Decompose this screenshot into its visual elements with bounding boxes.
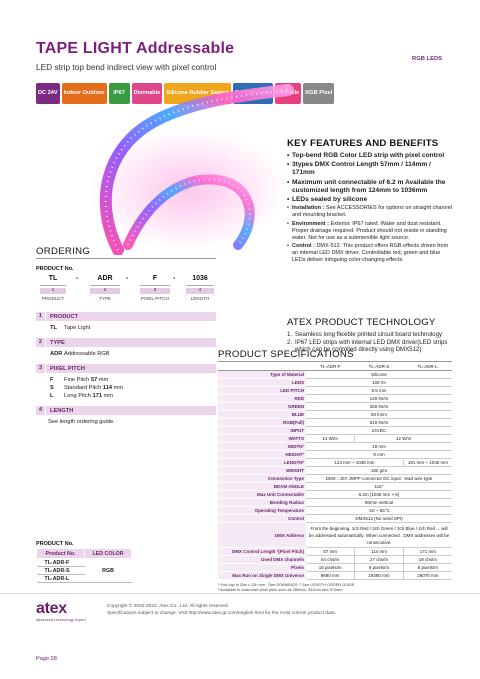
spec-label: WATTS xyxy=(218,435,306,443)
spec-label: LENGTH² xyxy=(218,459,306,467)
spec-label: LEDS xyxy=(218,379,306,387)
spec-value: 124 mm ~ 1036 mm xyxy=(306,459,403,467)
spec-column-header: TL-ADR-S xyxy=(355,363,404,371)
option-unit: mm xyxy=(97,377,109,383)
option-code: L xyxy=(50,393,54,399)
spec-value: 114 mm xyxy=(355,548,404,556)
spec-label: BLUE xyxy=(218,411,306,419)
spec-row xyxy=(218,451,452,459)
spec-value: 108 /m xyxy=(306,379,452,387)
feature-badge: Cuttable xyxy=(275,83,301,104)
table-row xyxy=(37,559,132,567)
section-number: 4 xyxy=(36,406,46,415)
column-header: LED COLOR xyxy=(85,549,132,559)
spec-value: 18 pixels/m xyxy=(306,564,355,572)
copyright-text xyxy=(107,603,336,617)
spec-row xyxy=(218,499,452,507)
product-no-label: PRODUCT No. xyxy=(36,266,74,272)
feature-item xyxy=(287,243,452,264)
feature-item-text: LEDs sealed by silicone xyxy=(292,196,368,204)
code-segment-number: 4 xyxy=(186,288,214,294)
code-segment xyxy=(40,275,66,301)
spec-row xyxy=(218,507,452,515)
spec-value: -10 ~ 55°C xyxy=(306,507,452,515)
ordering-option xyxy=(50,325,90,331)
spec-row xyxy=(218,556,452,564)
spec-row xyxy=(218,467,452,475)
option-value: 57 xyxy=(90,377,98,383)
section-label: TYPE xyxy=(50,339,65,346)
spec-row xyxy=(218,435,452,443)
atex-logo xyxy=(36,601,86,622)
spec-value: 19380 mm xyxy=(355,572,404,580)
spec-value: 27 chs/m xyxy=(355,556,404,564)
spec-row xyxy=(218,483,452,491)
copyright-line: Copyright © 2022-2023. Atex Co., Ltd. All rights reserved. xyxy=(107,604,229,609)
spec-value: 18 mm xyxy=(306,443,452,451)
code-segment-number: 1 xyxy=(40,288,66,294)
code-segment-label: TYPE xyxy=(99,296,111,301)
feature-item-text: Top-bend RGB Color LED strip with pixel control xyxy=(292,152,445,159)
led-strip-image xyxy=(88,80,298,255)
feature-item-text: DMX-512. This product offers RGB effects driven from an internal LED DMX driver. Controllable red, green and blue LEDs deliver intriguing color-changing effects. xyxy=(292,243,449,264)
ordering-section-header xyxy=(36,338,216,347)
spec-value: 29070 mm xyxy=(403,572,452,580)
page-title: TAPE LIGHT Addressable xyxy=(36,40,235,57)
divider xyxy=(218,361,452,362)
code-segment-value: TL xyxy=(40,275,66,286)
category-tag: RGB LEDS xyxy=(412,56,442,62)
feature-item xyxy=(287,152,452,160)
product-no-table xyxy=(36,548,132,583)
spec-label: WIDTH¹ xyxy=(218,443,306,451)
spec-row xyxy=(218,419,452,427)
option-description xyxy=(64,377,108,383)
spec-row xyxy=(218,387,452,395)
feature-item xyxy=(287,161,452,177)
logo-tagline: advanced technology expert xyxy=(36,618,87,622)
technology-item-number: 2. xyxy=(287,338,293,346)
spec-value: DMX : JST JWPF connector DC input : lead wire type xyxy=(306,475,452,483)
section-label: PRODUCT xyxy=(50,313,79,320)
feature-item xyxy=(287,205,452,219)
spec-value: 12 W/m xyxy=(355,435,452,443)
spec-table xyxy=(218,363,452,580)
product-no-cell: TL-ADR-L xyxy=(37,575,85,583)
code-segment-label: LENGTH xyxy=(190,296,210,301)
spec-label: Max Unit Connectable xyxy=(218,491,306,499)
section-number: 3 xyxy=(36,364,46,373)
spec-label: INPUT xyxy=(218,427,306,435)
feature-item-lead: Environment : xyxy=(292,220,329,227)
spec-row xyxy=(218,572,452,580)
spec-value: 140 lm/m xyxy=(306,395,452,403)
spec-label: RGB(Full) xyxy=(218,419,306,427)
option-text: Long Pitch xyxy=(64,393,93,399)
ordering-section-header xyxy=(36,406,216,415)
spec-value: From the beginning, 1ch Red / 2ch Green / 3ch Blue / 4ch Red ... will be addressed automatically. When connected , DMX addresses will be consecutive. xyxy=(306,523,452,548)
divider xyxy=(36,258,216,259)
page-subtitle: LED strip top bend indirect view with pixel control xyxy=(36,62,217,72)
feature-item-text: See ACCESSORIES for options on straight channel and mounting bracket. xyxy=(292,205,452,219)
spec-value: 350 lm/m xyxy=(306,403,452,411)
spec-row xyxy=(218,548,452,556)
feature-badge: Customizable xyxy=(233,83,273,104)
key-features-list xyxy=(287,152,452,266)
ordering-note: See length ordering guide. xyxy=(48,419,115,425)
feature-badge: DC 24V xyxy=(36,83,60,104)
spec-label: Pixels xyxy=(218,564,306,572)
code-segment-number: 2 xyxy=(90,288,120,294)
technology-item xyxy=(287,331,452,339)
spec-footnotes xyxy=(218,583,356,593)
feature-badge: Silicone Rubber Sealed xyxy=(164,83,230,104)
spec-value: 510 lm/m xyxy=(306,419,452,427)
option-value: 114 xyxy=(102,385,113,391)
spec-label: Operating Temperature xyxy=(218,507,306,515)
spec-value: 24VDC xyxy=(306,427,452,435)
ordering-title: ORDERING xyxy=(36,246,91,257)
spec-footnote: ³ Available to customize pixel pitch such as 285mm, 342mm and 570mm xyxy=(218,586,343,592)
spec-label: Max Run on Single DMX Universe xyxy=(218,572,306,580)
feature-badge: IP67 xyxy=(109,83,130,104)
spec-value: DMX512 (No need SPI) xyxy=(306,515,452,523)
spec-label: Used DMX channels xyxy=(218,556,306,564)
spec-column-header: TL-ADR-F xyxy=(306,363,355,371)
spec-row xyxy=(218,459,452,467)
code-segment-value: ADR xyxy=(90,275,120,286)
spec-value: 8 mm xyxy=(306,451,452,459)
spec-value: 181 mm ~ 1036 mm xyxy=(403,459,452,467)
spec-value: 80mm vertical xyxy=(306,499,452,507)
spec-row xyxy=(218,564,452,572)
spec-value: 6 pixels/m xyxy=(403,564,452,572)
option-text: Addressable RGB xyxy=(64,351,110,357)
spec-row xyxy=(218,411,452,419)
spec-row xyxy=(218,395,452,403)
product-specs-title: PRODUCT SPECIFICATIONS xyxy=(218,349,354,360)
option-unit: mm xyxy=(101,393,114,399)
feature-item xyxy=(287,196,452,204)
spec-value: 18 chs/m xyxy=(403,556,452,564)
option-code: F xyxy=(50,377,54,383)
feature-badge: RGB Pixel xyxy=(303,83,334,104)
ordering-section-header xyxy=(36,364,216,373)
feature-badge: Dimmable xyxy=(132,83,163,104)
option-description xyxy=(64,385,123,391)
option-value: 171 xyxy=(92,393,102,399)
spec-label: Bending Radius xyxy=(218,499,306,507)
product-no-cell: TL-ADR-F xyxy=(37,559,85,567)
technology-item-number: 1. xyxy=(287,331,293,338)
option-description xyxy=(64,351,110,357)
code-segment-label: PIXEL PITCH xyxy=(141,296,169,301)
spec-header-blank xyxy=(218,363,306,371)
spec-value: 115° xyxy=(306,483,452,491)
spec-row xyxy=(218,491,452,499)
feature-item-lead: Control : xyxy=(292,243,315,250)
spec-label: Type of Material xyxy=(218,371,306,379)
ordering-option xyxy=(50,385,123,391)
ordering-option xyxy=(50,351,110,357)
option-text: Tape Light xyxy=(64,325,91,331)
option-code: ADR xyxy=(50,351,63,357)
feature-item-lead: Installation : xyxy=(292,205,325,212)
option-code: S xyxy=(50,385,54,391)
copyright-line: Specifications subject to change. Visit http://www.atex.gr.com/english.html for the most current product data. xyxy=(107,611,336,617)
feature-item-text: Maximum unit connectable of 6.2 m Available the customized length from 124mm to 1036mm xyxy=(292,178,446,194)
feature-item xyxy=(287,221,452,242)
code-segment-number: 3 xyxy=(140,288,170,294)
spec-value: 60 lm/m xyxy=(306,411,452,419)
ordering-option xyxy=(50,377,108,383)
spec-column-header: TL-ADR-L xyxy=(403,363,452,371)
spec-label: RED xyxy=(218,395,306,403)
technology-item-text: Seamless long flexible printed circuit board technology xyxy=(295,331,443,338)
spec-value: Silicone xyxy=(306,371,452,379)
option-text: Fine Pitch xyxy=(64,377,91,383)
spec-label: HEIGHT¹ xyxy=(218,451,306,459)
feature-item xyxy=(287,179,452,195)
section-number: 1 xyxy=(36,312,46,321)
spec-footnote: ¹ End cap in 20w x 12h mm : See DRAWINGS. ² See LENGTH ORDER GUIDE. xyxy=(218,582,356,587)
option-unit: mm xyxy=(112,385,124,391)
spec-row xyxy=(218,475,452,483)
ordering-option xyxy=(50,393,113,399)
product-no-cell: TL-ADR-S xyxy=(37,567,85,575)
spec-row xyxy=(218,427,452,435)
spec-value: 54 chs/m xyxy=(306,556,355,564)
code-separator: - xyxy=(173,275,176,282)
spec-label: DMX Address xyxy=(218,523,306,548)
spec-value: 180 g/m xyxy=(306,467,452,475)
product-no-table-title: PRODUCT No. xyxy=(36,541,74,547)
option-description xyxy=(64,325,90,331)
spec-value: 9 pixels/m xyxy=(355,564,404,572)
spec-label: BEAM ANGLE xyxy=(218,483,306,491)
spec-value: 13 W/m xyxy=(306,435,355,443)
spec-label: Connection Type xyxy=(218,475,306,483)
code-segment-value: F xyxy=(140,275,170,286)
spec-row xyxy=(218,443,452,451)
spec-value: 6.2m (1036 mm × 6) xyxy=(306,491,452,499)
spec-value: 9690 mm xyxy=(306,572,355,580)
spec-row xyxy=(218,515,452,523)
ordering-section-header xyxy=(36,312,216,321)
code-separator: - xyxy=(76,275,79,282)
spec-label: Control xyxy=(218,515,306,523)
logo-wordmark: atex xyxy=(36,600,67,617)
led-color-cell: RGB xyxy=(85,559,132,583)
column-header: Product No. xyxy=(37,549,85,559)
spec-label: LED PITCH xyxy=(218,387,306,395)
page-number: Page 28 xyxy=(36,656,57,662)
option-code: TL xyxy=(50,325,57,331)
section-label: PIXEL PITCH xyxy=(50,365,85,372)
key-features-title: KEY FEATURES AND BENEFITS xyxy=(287,138,439,149)
option-text: Standard Pitch xyxy=(64,385,103,391)
feature-badge: Indoor Outdoor xyxy=(62,83,107,104)
spec-label: GREEN xyxy=(218,403,306,411)
code-separator: - xyxy=(126,275,129,282)
spec-value: 9.5 mm xyxy=(306,387,452,395)
section-label: LENGTH xyxy=(50,407,74,414)
spec-row xyxy=(218,403,452,411)
spec-label: DMX Control Length ¹(Pixel Pitch) xyxy=(218,548,306,556)
code-segment xyxy=(140,275,170,301)
spec-value: 57 mm xyxy=(306,548,355,556)
option-description xyxy=(64,393,113,399)
product-code-breakdown xyxy=(36,275,216,311)
code-segment xyxy=(186,275,214,301)
footer-divider xyxy=(0,593,480,594)
code-segment-value: 1036 xyxy=(186,275,214,286)
section-number: 2 xyxy=(36,338,46,347)
atex-tech-title: ATEX PRODUCT TECHNOLOGY xyxy=(287,317,436,328)
spec-label: WEIGHT xyxy=(218,467,306,475)
feature-item-text: 3types DMX Control Length 57mm / 114mm / 171mm xyxy=(292,161,431,177)
code-segment xyxy=(90,275,120,301)
spec-row xyxy=(218,379,452,387)
spec-row xyxy=(218,371,452,379)
code-segment-label: PRODUCT xyxy=(41,296,65,301)
spec-row xyxy=(218,523,452,548)
feature-item-text: Exterior. IP67 rated. Water and dust resistant. Proper drainage required. Product should not reside in standing water. Not for use as a submersible light source. xyxy=(292,220,447,241)
technology-item-text: IP67 LED strips with internal LED DMX driver(LED strips which can be contolled directly using DMX512) xyxy=(295,338,448,354)
spec-value: 171 mm xyxy=(403,548,452,556)
